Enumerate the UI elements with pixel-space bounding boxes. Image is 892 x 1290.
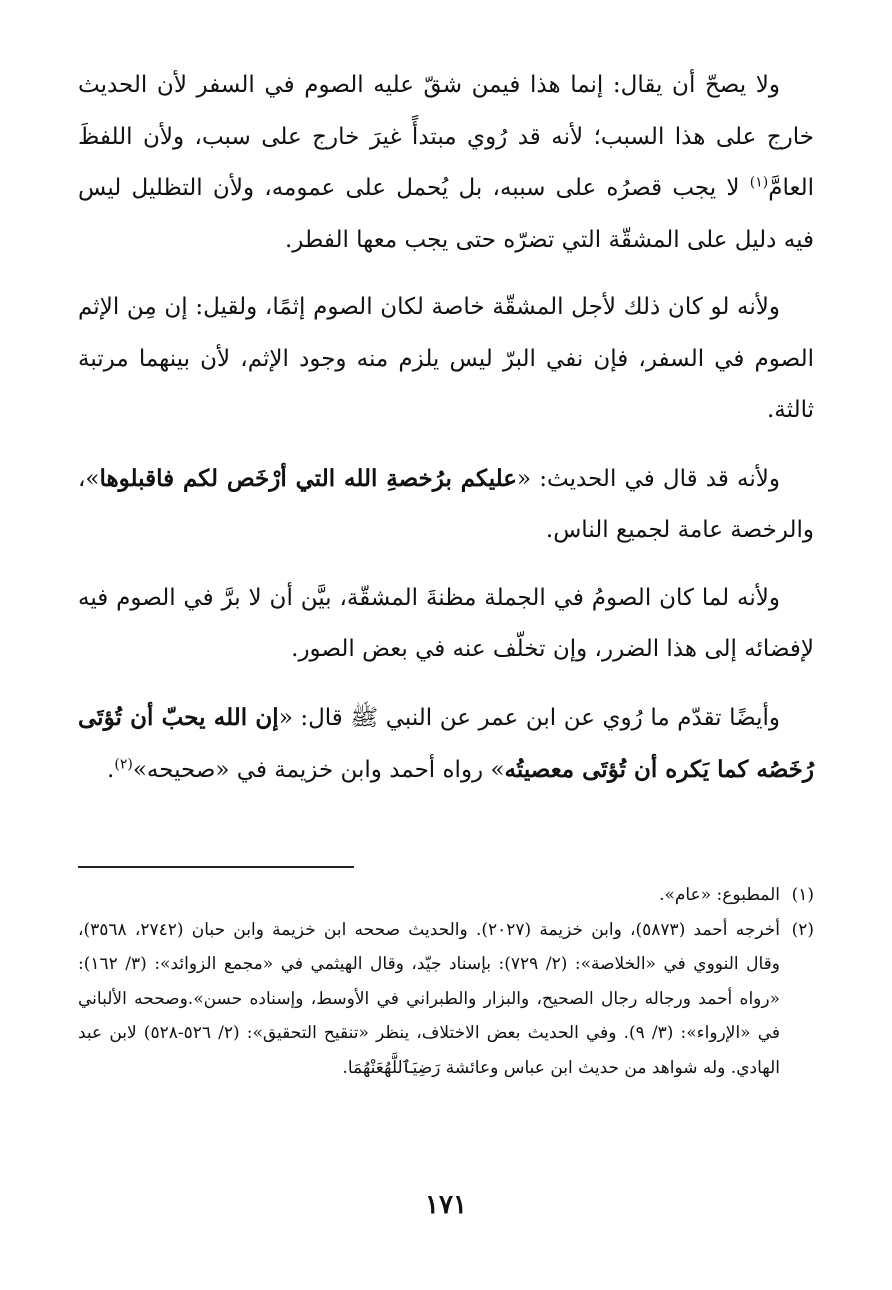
- paragraph-text: ولا يصحّ أن يقال: إنما هذا فيمن شقّ عليه الصوم في السفر لأن الحديث خارج على هذا السبب؛ لأنه قد رُوي مبتدأً غيرَ خارج على سبب، ولأن اللفظَ العامَّ: [78, 72, 814, 201]
- paragraph-3: [78, 453, 814, 557]
- hadith-quote: إن الله يحبّ أن تُؤتَى رُخَصُه كما يَكره أن تُؤتَى معصيتُه: [78, 703, 814, 783]
- footnote-ref-1: (١): [749, 174, 769, 191]
- paragraph-1: [78, 60, 814, 266]
- paragraph-text: .: [107, 757, 115, 783]
- footnote-number: (٢): [791, 919, 814, 940]
- paragraph-text: وأيضًا تقدّم ما رُوي عن ابن عمر عن النبي ﷺ قال: «: [278, 704, 780, 731]
- footnote-2: [78, 913, 814, 1086]
- paragraph-text: » رواه أحمد وابن خزيمة في «صحيحه»: [132, 757, 505, 783]
- paragraph-text: ولأنه لما كان الصومُ في الجملة مظنةَ المشقّة، بيَّن أن لا برَّ في الصوم فيه لإفضائه إلى هذا الضرر، وإن تخلّف عنه في بعض الصور.: [78, 584, 814, 662]
- paragraph-text: »، والرخصة عامة لجميع الناس.: [78, 465, 814, 543]
- footnote-text: أخرجه أحمد (٥٨٧٣)، وابن خزيمة (٢٠٢٧). والحديث صححه ابن خزيمة وابن حبان (٢٧٤٢، ٣٥٦٨)، وقال النووي في «الخلاصة»: (٢/ ٧٢٩): بإسناد جيّد، وقال الهيثمي في «مجمع الزوائد»: (٣/ ١٦٢): «رواه أحمد ورجاله رجال الصحيح، والبزار والطبراني في الأوسط، وإسناده حسن».وصححه الألباني في «الإرواء»: (٣/ ٩). وفي الحديث بعض الاختلاف، ينظر «تنقيح التحقيق»: (٢/ ٥٢٦-٥٢٨) لابن عبد الهادي. وله شواهد من حديث ابن عباس وعائشة رَضِيَٱللَّهُعَنْهُمَا.: [78, 919, 780, 1078]
- footnote-number: (١): [791, 885, 814, 905]
- page-number: ١٧١: [425, 1190, 467, 1220]
- paragraph-text: لا يجب قصرُه على سببه، بل يُحمل على عمومه، ولأن التظليل ليس فيه دليل على المشقّة التي تضرّه حتى يجب معها الفطر.: [78, 175, 814, 253]
- main-text: [78, 60, 814, 813]
- footnote-1: [78, 878, 814, 913]
- footnote-ref-2: (٢): [114, 756, 133, 773]
- footnote-text: المطبوع: «عام».: [659, 885, 780, 905]
- footnote-divider: [78, 866, 354, 868]
- paragraph-2: [78, 282, 814, 437]
- paragraph-5: [78, 692, 814, 797]
- footnotes: [78, 878, 814, 1085]
- paragraph-4: [78, 573, 814, 676]
- paragraph-text: ولأنه قد قال في الحديث: «: [517, 465, 780, 492]
- paragraph-text: ولأنه لو كان ذلك لأجل المشقّة خاصة لكان الصوم إثمًا، ولقيل: إن مِن الإثم الصوم في السفر، فإن نفي البرّ ليس يلزم منه وجود الإثم، لأن بينهما مرتبة ثالثة.: [78, 294, 814, 423]
- hadith-quote: عليكم برُخصةِ الله التي أرْخَص لكم فاقبلوها: [99, 464, 518, 492]
